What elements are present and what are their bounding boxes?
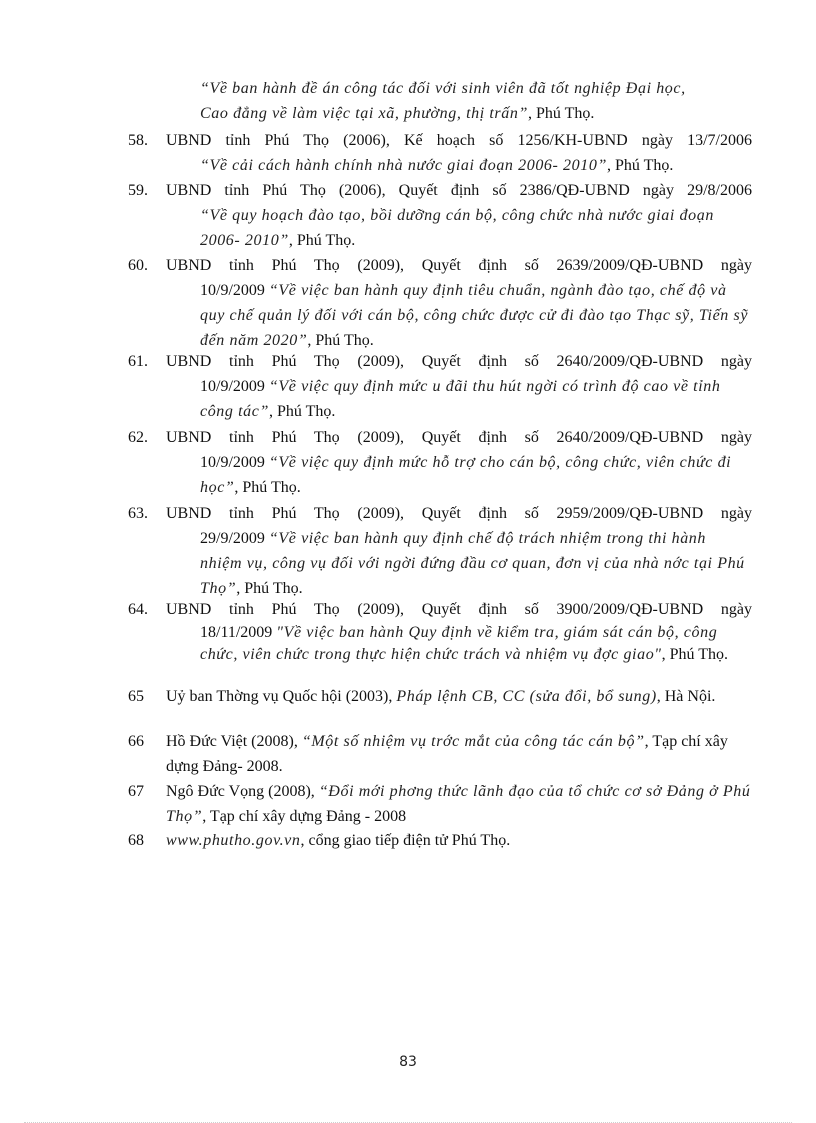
- reference-heading: UBND tỉnh Phú Thọ (2009), Quyết định số 2639/2009/QĐ-UBND ngày: [166, 257, 752, 274]
- reference-date: 10/9/2009: [200, 282, 269, 299]
- reference-title: “Về cải cách hành chính nhà nước giai đoạn 2006- 2010”: [200, 157, 607, 174]
- reference-number: 68: [128, 832, 144, 849]
- reference-tail: , Hà Nội.: [656, 688, 716, 705]
- reference-date: 29/9/2009: [200, 530, 269, 547]
- reference-title: Cao đẳng về làm việc tại xã, phường, thị trấn”: [200, 105, 528, 122]
- reference-author: Uỷ ban Thờng vụ Quốc hội (2003),: [166, 688, 397, 705]
- reference-author: Ngô Đức Vọng (2008),: [166, 783, 319, 800]
- reference-number: 67: [128, 783, 144, 800]
- reference-title: “Về việc ban hành quy định chế độ trách nhiệm trong thi hành nhiệm vụ, công vụ đối với ngời đứng đầu cơ quan, đơn vị của nhà nớc tại Phú Thọ”: [200, 530, 745, 597]
- reference-title: "Về việc ban hành Quy định về kiểm tra, giám sát cán bộ, công chức, viên chức trong thực hiện chức trách và nhiệm vụ đợc giao": [200, 624, 718, 663]
- reference-tail: , cổng giao tiếp điện tử Phú Thọ.: [300, 832, 511, 849]
- reference-title: “Một số nhiệm vụ trớc mắt của công tác cán bộ”: [301, 733, 645, 750]
- reference-title: “Về việc ban hành quy định tiêu chuẩn, ngành đào tạo, chế độ và quy chế quản lý đối với cán bộ, công chức được cử đi đào tạo Thạc sỹ, Tiến sỹ đến năm 2020”: [200, 282, 749, 349]
- reference-author: Hồ Đức Việt (2008),: [166, 733, 302, 750]
- reference-tail: , Phú Thọ.: [288, 232, 356, 249]
- reference-tail: , Phú Thọ.: [268, 403, 336, 420]
- reference-number: 62.: [128, 429, 148, 446]
- reference-tail: , Phú Thọ.: [606, 157, 674, 174]
- reference-tail: , Phú Thọ.: [234, 479, 301, 496]
- reference-title: “Về quy hoạch đào tạo, bồi dưỡng cán bộ, công chức nhà nước giai đoạn 2006- 2010”: [200, 207, 714, 249]
- reference-tail: , Phú Thọ.: [236, 580, 303, 597]
- continued-reference-text: [200, 76, 752, 126]
- reference-heading: UBND tỉnh Phú Thọ (2006), Quyết định số 2386/QĐ-UBND ngày 29/8/2006: [166, 182, 752, 199]
- reference-tail: , Phú Thọ.: [527, 105, 595, 122]
- reference-number: 63.: [128, 505, 148, 522]
- reference-tail: , Phú Thọ.: [307, 332, 374, 349]
- reference-heading: UBND tỉnh Phú Thọ (2009), Quyết định số 2640/2009/QĐ-UBND ngày: [166, 353, 752, 370]
- page-number: 83: [399, 1054, 417, 1070]
- reference-title: “Về việc quy định mức u đãi thu hút ngời có trình độ cao về tỉnh công tác”: [200, 378, 721, 420]
- reference-tail: , Tạp chí xây dựng Đảng - 2008: [202, 808, 407, 825]
- reference-tail: , Phú Thọ.: [661, 646, 729, 663]
- reference-number: 59.: [128, 182, 148, 199]
- reference-heading: UBND tỉnh Phú Thọ (2009), Quyết định số 2959/2009/QĐ-UBND ngày: [166, 505, 752, 522]
- reference-number: 60.: [128, 257, 148, 274]
- reference-number: 61.: [128, 353, 148, 370]
- reference-title: “Đổi mới phơng thức lãnh đạo của tổ chức cơ sở Đảng ở Phú Thọ”: [166, 783, 751, 825]
- reference-date: 10/9/2009: [200, 378, 269, 395]
- reference-date: 18/11/2009: [200, 624, 277, 641]
- reference-tail: , Tạp chí xây dựng Đảng- 2008.: [166, 733, 728, 775]
- reference-title: “Về ban hành đề án công tác đối với sinh viên đã tốt nghiệp Đại học,: [200, 80, 686, 97]
- reference-number: 64.: [128, 601, 148, 618]
- reference-url: www.phutho.gov.vn: [166, 832, 301, 849]
- reference-title: “Về việc quy định mức hỗ trợ cho cán bộ, công chức, viên chức đi học”: [200, 454, 732, 496]
- reference-heading: UBND tỉnh Phú Thọ (2006), Kế hoạch số 1256/KH-UBND ngày 13/7/2006: [166, 132, 752, 149]
- reference-date: 10/9/2009: [200, 454, 269, 471]
- reference-number: 66: [128, 733, 144, 750]
- reference-heading: UBND tỉnh Phú Thọ (2009), Quyết định số 3900/2009/QĐ-UBND ngày: [166, 601, 752, 618]
- reference-number: 58.: [128, 132, 148, 149]
- reference-number: 65: [128, 688, 144, 705]
- reference-heading: UBND tỉnh Phú Thọ (2009), Quyết định số 2640/2009/QĐ-UBND ngày: [166, 429, 752, 446]
- reference-title: Pháp lệnh CB, CC (sửa đổi, bổ sung): [396, 688, 657, 705]
